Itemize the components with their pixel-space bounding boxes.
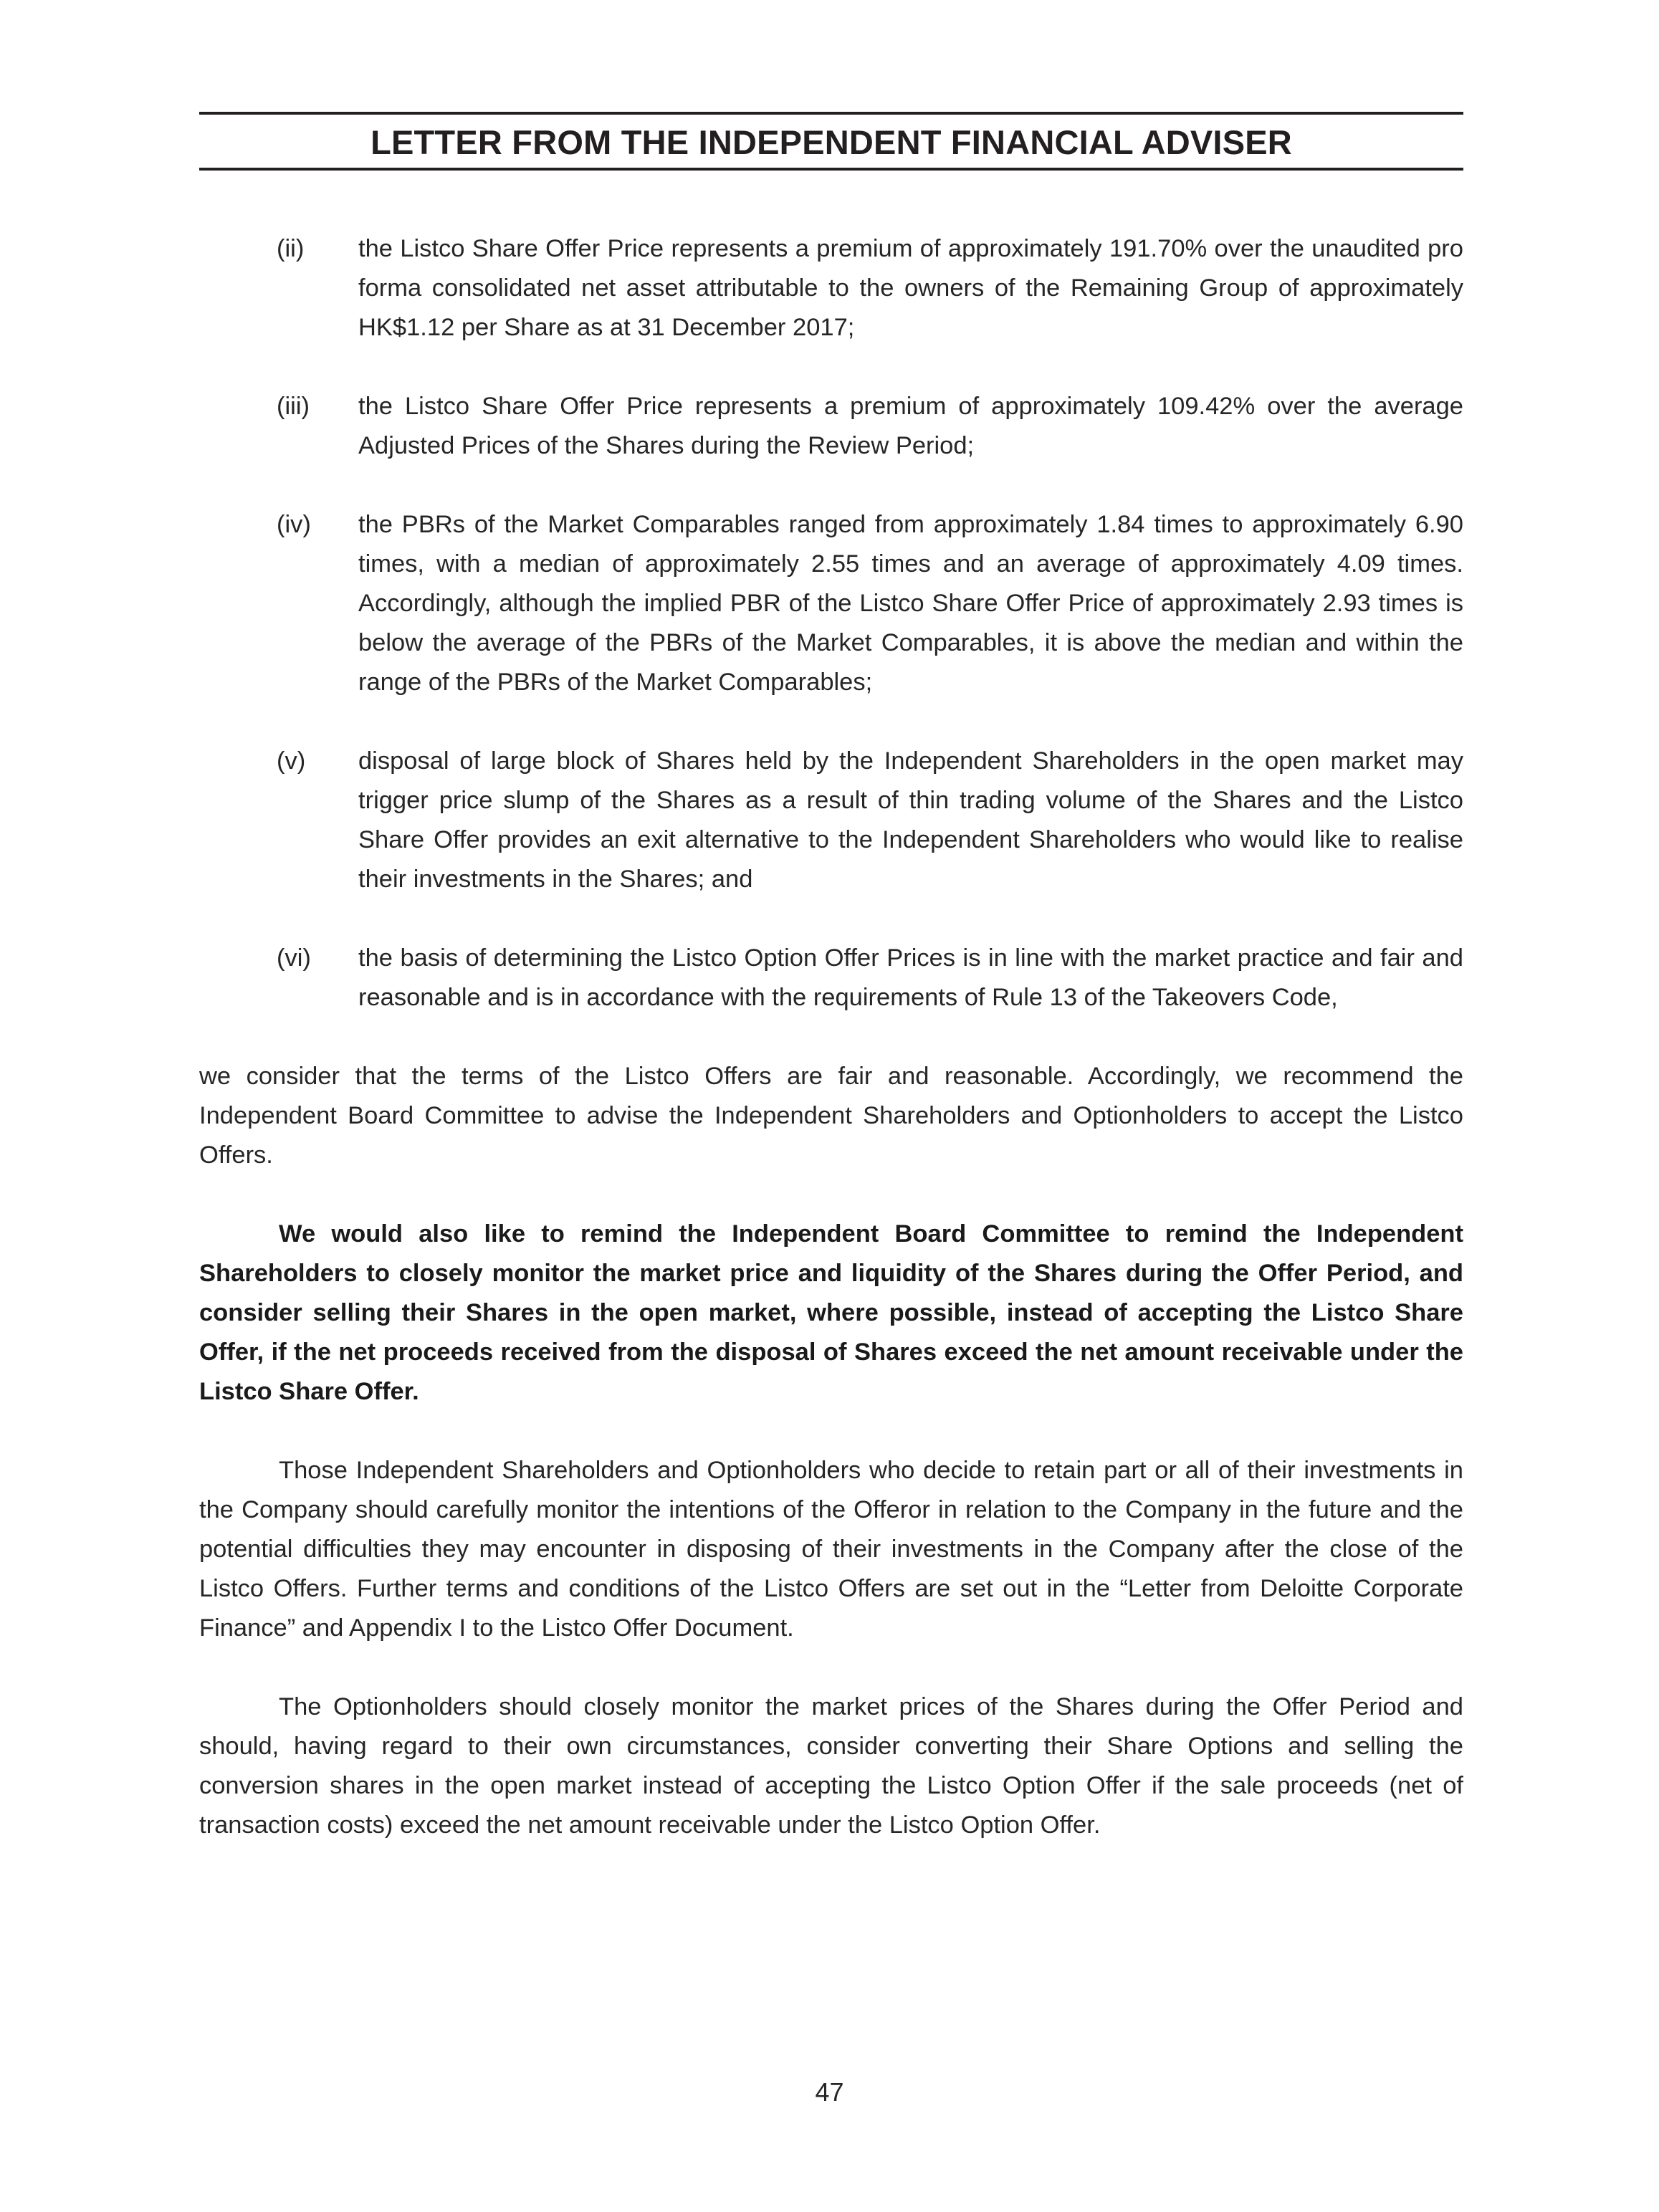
list-item	[199, 505, 1463, 702]
optionholders-paragraph: The Optionholders should closely monitor the market prices of the Shares during the Offer Period and should, having regard to their own circumstances, consider converting their Share Options and selling the conversion shares in the open market instead of accepting the Listco Option Offer if the sale proceeds (net of transaction costs) exceed the net amount receivable under the Listco Option Offer.	[199, 1693, 1463, 1839]
reminder-paragraph: We would also like to remind the Independent Board Committee to remind the Independent Shareholders to closely monitor the market price and liquidity of the Shares during the Offer Period, and consider selling their Shares in the open market, where possible, instead of accepting the Listco Share Offer, if the net proceeds received from the disposal of Shares exceed the net amount receivable under the Listco Share Offer.	[199, 1220, 1463, 1405]
page-header	[199, 112, 1463, 171]
list-item	[199, 939, 1463, 1018]
conclusion-paragraph: we consider that the terms of the Listco Offers are fair and reasonable. Accordingly, we recommend the Independent Board Committee to advise the Independent Shareholders and Optionholders to accept the Listco Offers.	[199, 1063, 1463, 1169]
list-item-text: the Listco Share Offer Price represents a premium of approximately 109.42% over the average Adjusted Prices of the Shares during the Review Period;	[358, 393, 1463, 459]
list-item-number: (iv)	[277, 511, 311, 538]
list-item-text: the PBRs of the Market Comparables ranged from approximately 1.84 times to approximately 6.90 times, with a median of approximately 2.55 times and an average of approximately 4.09 times. Accordingly, although the implied PBR of the Listco Share Offer Price of approximately 2.93 times is below the average of the PBRs of the Market Comparables, it is above the median and within the range of the PBRs of the Market Comparables;	[358, 511, 1463, 696]
list-item-number: (ii)	[277, 235, 305, 262]
list-item-number: (vi)	[277, 944, 311, 972]
list-item	[199, 229, 1463, 348]
retain-investment-paragraph: Those Independent Shareholders and Optionholders who decide to retain part or all of their investments in the Company should carefully monitor the intentions of the Offeror in relation to the Company in the future and the potential difficulties they may encounter in disposing of their investments in the Company after the close of the Listco Offers. Further terms and conditions of the Listco Offers are set out in the “Letter from Deloitte Corporate Finance” and Appendix I to the Listco Offer Document.	[199, 1457, 1463, 1642]
document-body	[199, 229, 1463, 1885]
page-number: 47	[815, 2077, 844, 2107]
list-item-text: the basis of determining the Listco Option Offer Prices is in line with the market practice and fair and reasonable and is in accordance with the requirements of Rule 13 of the Takeovers Code,	[358, 944, 1463, 1011]
list-item-number: (iii)	[277, 393, 310, 420]
list-item-number: (v)	[277, 747, 306, 775]
list-item	[199, 387, 1463, 466]
list-item-text: disposal of large block of Shares held by the Independent Shareholders in the open market may trigger price slump of the Shares as a result of thin trading volume of the Shares and the Listco Share Offer provides an exit alternative to the Independent Shareholders who would like to realise their investments in the Shares; and	[358, 747, 1463, 893]
list-item	[199, 742, 1463, 899]
list-item-text: the Listco Share Offer Price represents a premium of approximately 191.70% over the unaudited pro forma consolidated net asset attributable to the owners of the Remaining Group of approximately HK$1.12 per Share as at 31 December 2017;	[358, 235, 1463, 341]
header-title: LETTER FROM THE INDEPENDENT FINANCIAL ADVISER	[370, 123, 1292, 161]
